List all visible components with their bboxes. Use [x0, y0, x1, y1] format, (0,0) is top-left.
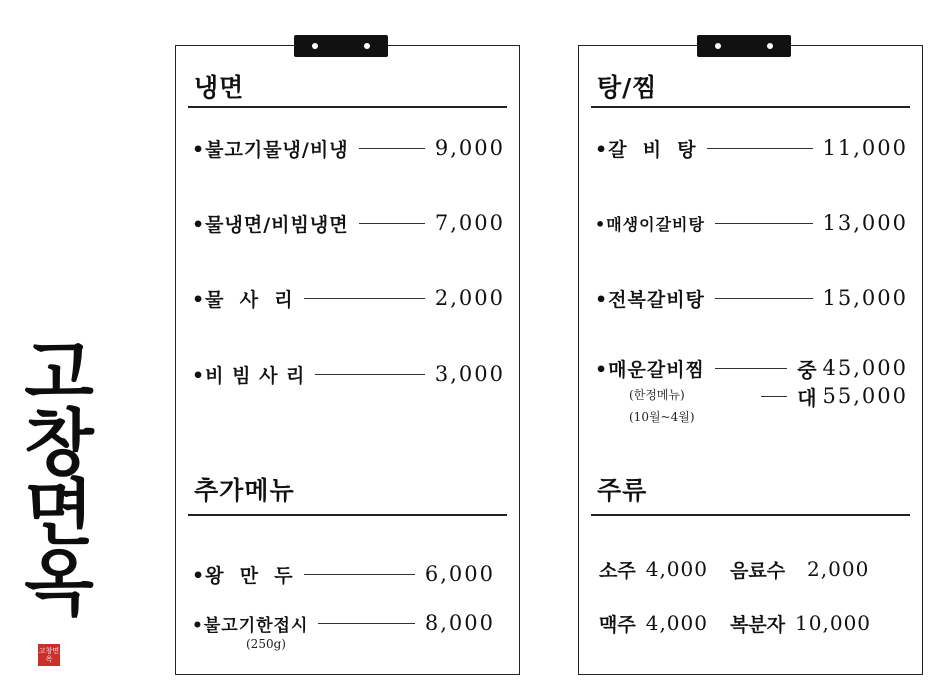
brand-char: 면 — [24, 471, 94, 555]
leader-line — [304, 298, 425, 299]
menu-item-price: 8,000 — [424, 611, 495, 635]
board-clip — [697, 35, 791, 57]
menu-item-note: (한정메뉴) — [629, 388, 685, 402]
menu-item — [192, 208, 505, 238]
menu-item — [192, 283, 505, 313]
menu-item-name: •전복갈비탕 — [595, 288, 705, 311]
section-divider — [591, 514, 910, 516]
section-title-drinks: 주류 — [597, 476, 648, 505]
section-divider — [591, 106, 910, 108]
drink-price: 10,000 — [795, 611, 872, 635]
leader-line — [318, 623, 414, 624]
leader-line — [707, 148, 813, 149]
menu-item-note: (250g) — [246, 637, 286, 651]
menu-item-price: 7,000 — [434, 211, 505, 235]
drink-price: 2,000 — [807, 557, 870, 581]
drink-name: 맥주 — [599, 613, 636, 636]
menu-item-price: 15,000 — [822, 286, 908, 310]
drinks-row — [599, 554, 908, 584]
menu-item — [192, 133, 505, 163]
board-clip — [294, 35, 388, 57]
brand-logo — [14, 331, 104, 625]
menu-item-name: •불고기한접시 — [192, 615, 309, 636]
leader-line — [359, 223, 425, 224]
menu-item — [595, 208, 908, 238]
menu-item-price: 13,000 — [822, 211, 908, 235]
drink-price: 4,000 — [645, 611, 708, 635]
menu-item-price: 45,000 — [822, 356, 908, 380]
menu-item — [192, 608, 495, 638]
menu-item-name: •매생이갈비탕 — [595, 214, 705, 234]
menu-board-right — [578, 45, 923, 675]
menu-item — [595, 283, 908, 313]
drinks-row — [599, 608, 908, 638]
menu-item-price: 2,000 — [434, 286, 505, 310]
menu-item-price: 11,000 — [822, 136, 908, 160]
section-title-tang-jjim: 탕/찜 — [597, 73, 658, 102]
menu-board-left — [175, 45, 520, 675]
menu-item-price: 6,000 — [424, 562, 495, 586]
menu-item — [192, 359, 505, 389]
menu-item — [595, 353, 908, 383]
leader-line — [359, 148, 425, 149]
menu-item-name: •매운갈비찜 — [595, 358, 705, 381]
brand-char: 옥 — [24, 541, 94, 625]
menu-item-name: •비 빔 사 리 — [192, 364, 306, 387]
drink-name: 복분자 — [729, 613, 786, 636]
menu-item-name: •불고기물냉/비냉 — [192, 138, 349, 161]
section-title-naengmyeon: 냉면 — [194, 73, 245, 102]
menu-item-note: (10월~4월) — [629, 410, 695, 424]
menu-item-size: 중 — [797, 357, 817, 382]
menu-item-price: 3,000 — [434, 362, 505, 386]
leader-line — [304, 574, 415, 575]
brand-char: 창 — [24, 401, 94, 485]
menu-item-name: •물냉면/비빔냉면 — [192, 213, 349, 236]
leader-line — [715, 298, 813, 299]
menu-item-name: •왕 만 두 — [192, 564, 294, 587]
leader-line — [715, 223, 813, 224]
leader-line — [761, 396, 787, 397]
menu-item-price: 55,000 — [822, 384, 908, 408]
menu-item — [192, 559, 495, 589]
leader-line — [715, 368, 787, 369]
menu-item-size: 대 — [797, 385, 817, 410]
drink-name: 음료수 — [729, 559, 786, 582]
menu-item — [751, 381, 908, 411]
section-title-extra-menu: 추가메뉴 — [194, 476, 295, 505]
brand-char: 고 — [24, 331, 94, 415]
brand-seal: 고창면옥 — [38, 644, 60, 666]
menu-item — [595, 133, 908, 163]
menu-item-price: 9,000 — [434, 136, 505, 160]
drink-price: 4,000 — [645, 557, 708, 581]
menu-item-name: •물 사 리 — [192, 288, 294, 311]
leader-line — [315, 374, 424, 375]
menu-item-name: •갈 비 탕 — [595, 138, 697, 161]
section-divider — [188, 106, 507, 108]
section-divider — [188, 514, 507, 516]
drink-name: 소주 — [599, 559, 636, 582]
